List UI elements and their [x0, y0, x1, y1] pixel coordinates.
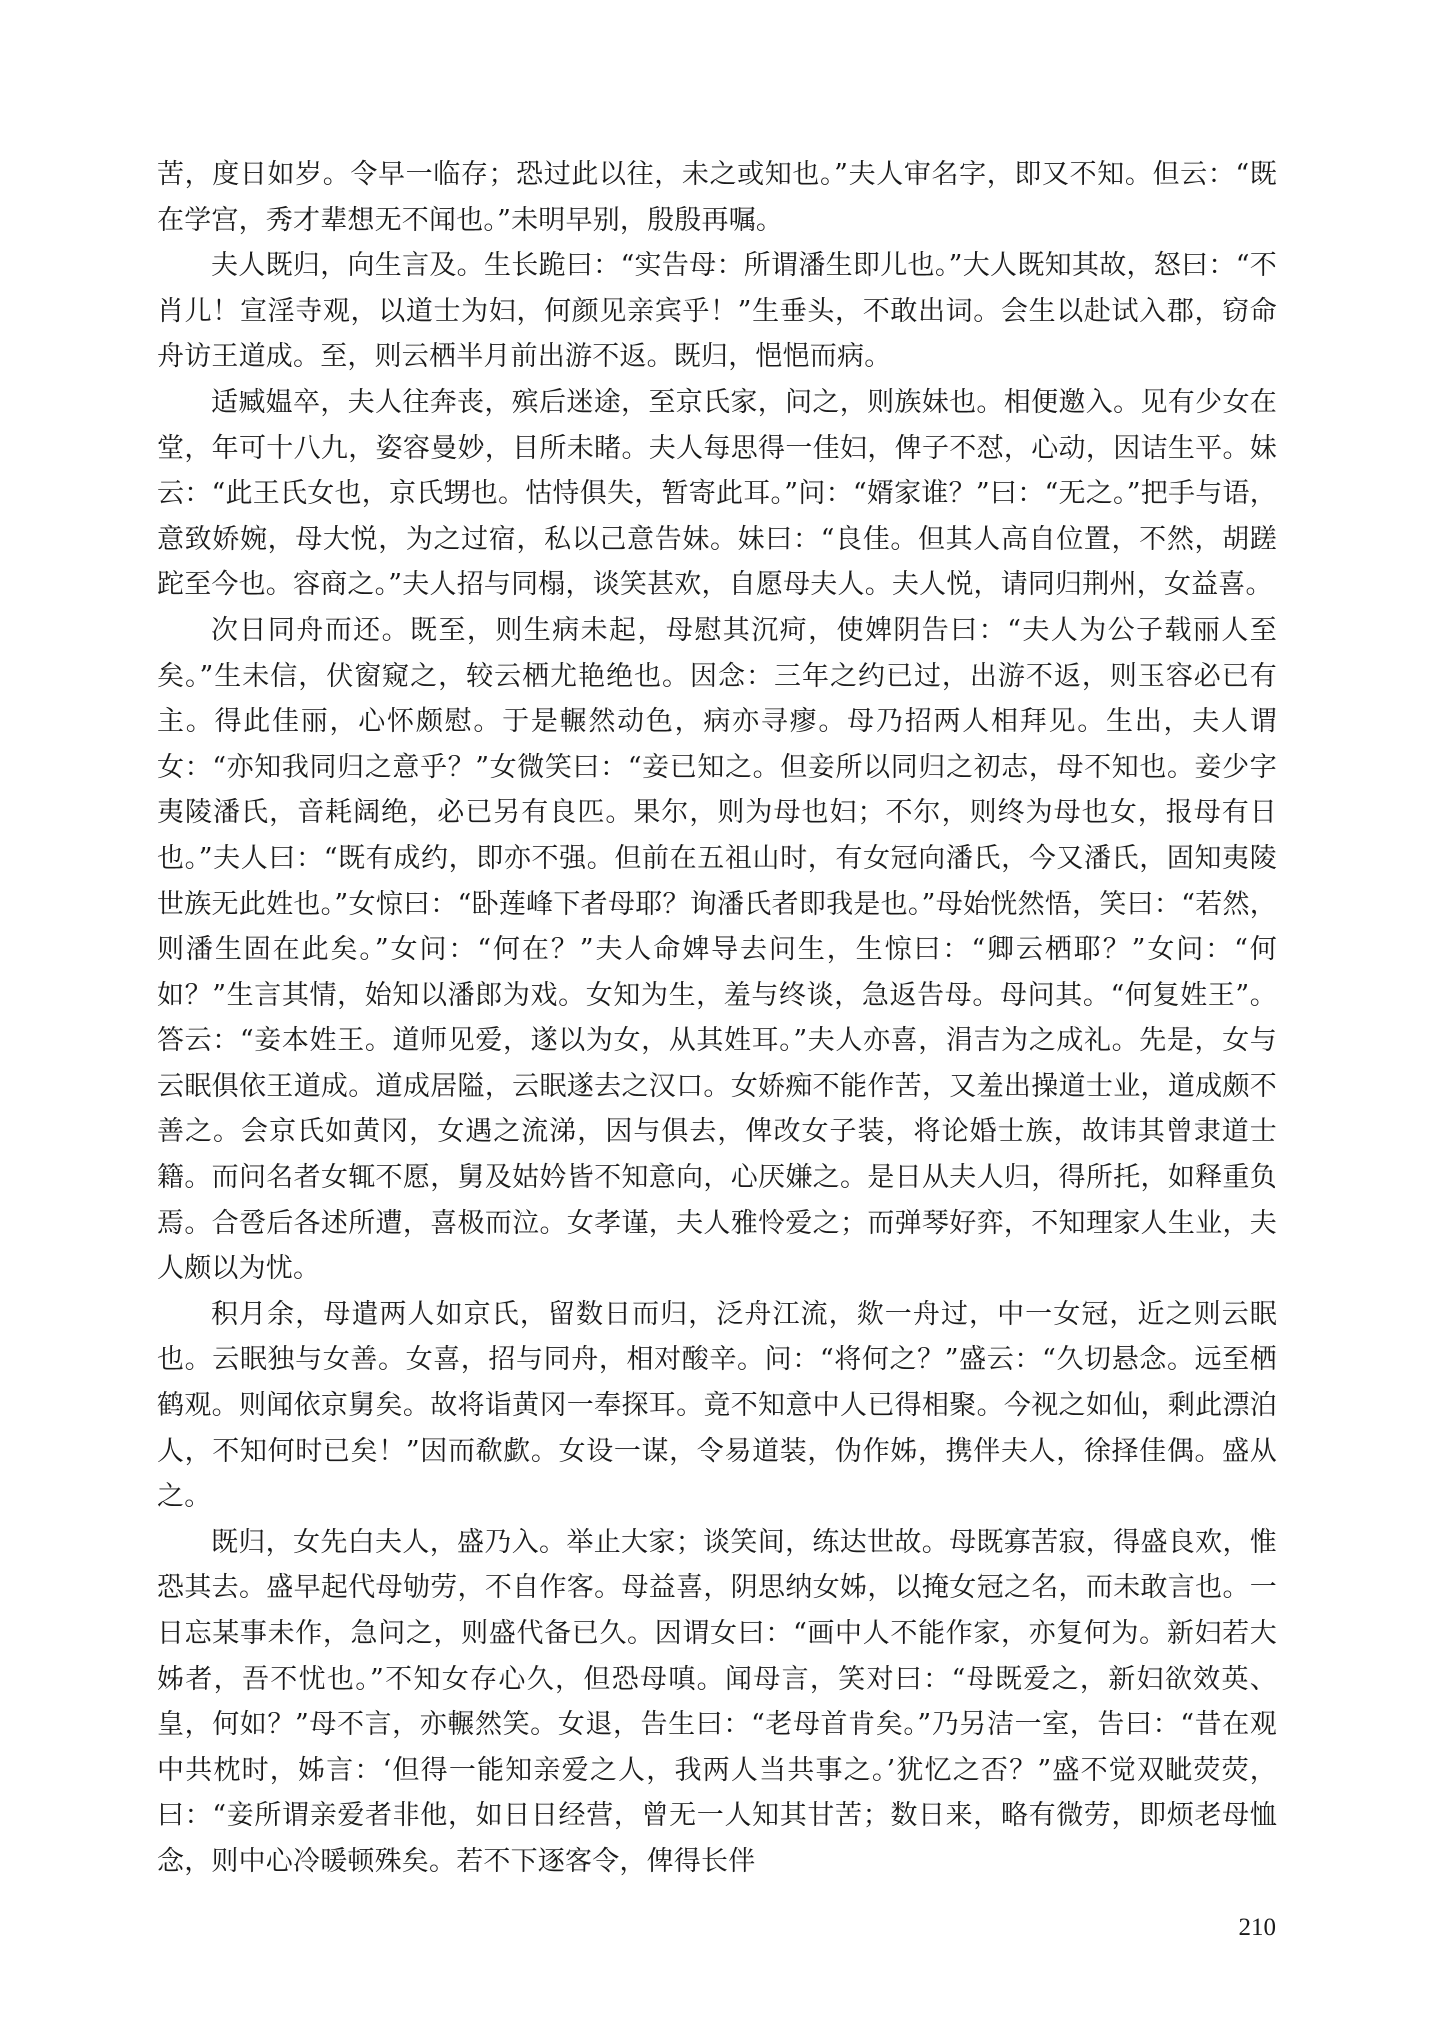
- paragraph-1: 苦，度日如岁。令早一临存；恐过此以往，未之或知也。”夫人审名字，即又不知。但云：“既在学宫，秀才辈想无不闻也。”未明早别，殷殷再嘱。: [157, 159, 1277, 236]
- paragraph-2: 夫人既归，向生言及。生长跪曰：“实告母：所谓潘生即儿也。”大人既知其故，怒曰：“不肖儿！宣淫寺观，以道士为妇，何颜见亲宾乎！”生垂头，不敢出词。会生以赴试入郡，窃命舟访王道成。至，则云栖半月前出游不返。既归，悒悒而病。: [157, 250, 1277, 373]
- body-text: [157, 152, 1277, 1885]
- paragraph-6: 既归，女先白夫人，盛乃入。举止大家；谈笑间，练达世故。母既寡苦寂，得盛良欢，惟恐其去。盛早起代母劬劳，不自作客。母益喜，阴思纳女姊，以掩女冠之名，而未敢言也。一日忘某事未作，急问之，则盛代备已久。因谓女曰：“画中人不能作家，亦复何为。新妇若大姊者，吾不忧也。”不知女存心久，但恐母嗔。闻母言，笑对曰：“母既爱之，新妇欲效英、皇，何如？”母不言，亦輾然笑。女退，告生曰：“老母首肯矣。”乃另洁一室，告曰：“昔在观中共枕时，姊言：‘但得一能知亲爱之人，我两人当共事之。’犹忆之否？”盛不觉双眦荧荧，曰：“妾所谓亲爱者非他，如日日经营，曾无一人知其甘苦；数日来，略有微劳，即烦老母恤念，则中心冷暖顿殊矣。若不下逐客令，俾得长伴: [157, 1526, 1277, 1877]
- page-number: 210: [1238, 1914, 1276, 1941]
- paragraph-3: 适臧媪卒，夫人往奔丧，殡后迷途，至京氏家，问之，则族妹也。相便邀入。见有少女在堂，年可十八九，姿容曼妙，目所未睹。夫人每思得一佳妇，俾子不怼，心动，因诘生平。妹云：“此王氏女也，京氏甥也。怙恃俱失，暂寄此耳。”问：“婿家谁？”曰：“无之。”把手与语，意致娇婉，母大悦，为之过宿，私以己意告妹。妹曰：“良佳。但其人高自位置，不然，胡蹉跎至今也。容商之。”夫人招与同榻，谈笑甚欢，自愿母夫人。夫人悦，请同归荆州，女益喜。: [157, 386, 1277, 601]
- paragraph-4: 次日同舟而还。既至，则生病未起，母慰其沉疴，使婢阴告曰：“夫人为公子载丽人至矣。”生未信，伏窗窥之，较云栖尤艳绝也。因念：三年之约已过，出游不返，则玉容必已有主。得此佳丽，心怀颇慰。于是輾然动色，病亦寻瘳。母乃招两人相拜见。生出，夫人谓女：“亦知我同归之意乎？”女微笑曰：“妾已知之。但妾所以同归之初志，母不知也。妾少字夷陵潘氏，音耗阔绝，必已另有良匹。果尔，则为母也妇；不尔，则终为母也女，报母有日也。”夫人曰：“既有成约，即亦不强。但前在五祖山时，有女冠向潘氏，今又潘氏，固知夷陵世族无此姓也。”女惊曰：“卧莲峰下者母耶？询潘氏者即我是也。”母始恍然悟，笑曰：“若然，则潘生固在此矣。”女问：“何在？”夫人命婢导去问生，生惊曰：“卿云栖耶？”女问：“何如？”生言其情，始知以潘郎为戏。女知为生，羞与终谈，急返告母。母问其。“何复姓王”。答云：“妾本姓王。道师见爱，遂以为女，从其姓耳。”夫人亦喜，涓吉为之成礼。先是，女与云眠俱依王道成。道成居隘，云眠遂去之汉口。女娇痴不能作苦，又羞出操道士业，道成颇不善之。会京氏如黄冈，女遇之流涕，因与俱去，俾改女子装，将论婚士族，故讳其曾隶道士籍。而问名者女辄不愿，舅及姑妗皆不知意向，心厌嫌之。是日从夫人归，得所托，如释重负焉。合卺后各述所遭，喜极而泣。女孝谨，夫人雅怜爱之；而弹琴好弈，不知理家人生业，夫人颇以为忧。: [157, 614, 1277, 1285]
- paragraph-5: 积月余，母遣两人如京氏，留数日而归，泛舟江流，欻一舟过，中一女冠，近之则云眠也。云眠独与女善。女喜，招与同舟，相对酸辛。问：“将何之？”盛云：“久切悬念。远至栖鹤观。则闻依京舅矣。故将诣黄冈一奉探耳。竟不知意中人已得相聚。今视之如仙，剩此漂泊人，不知何时已矣！”因而欷歔。女设一谋，令易道装，伪作姊，携伴夫人，徐择佳偶。盛从之。: [157, 1298, 1277, 1513]
